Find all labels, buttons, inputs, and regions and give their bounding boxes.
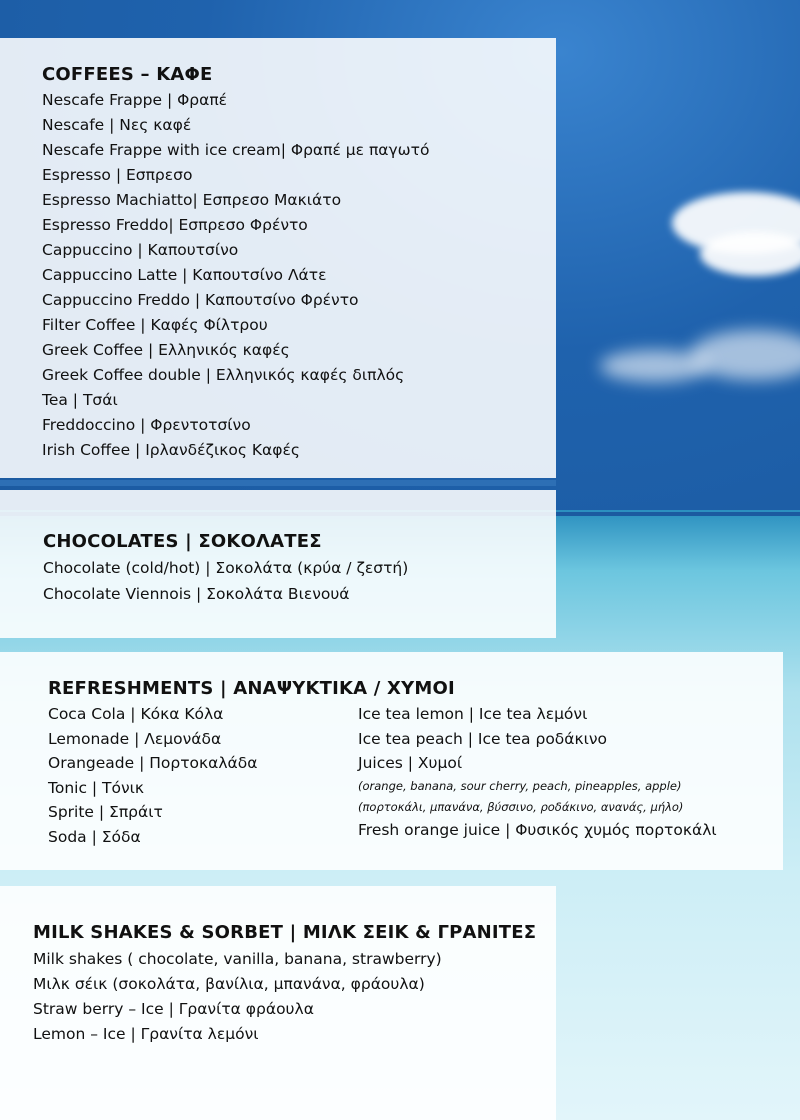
chocolates-list <box>43 555 408 607</box>
menu-item: Espresso | Εσπρεσο <box>42 166 193 184</box>
menu-item: Coca Cola | Κόκα Κόλα <box>48 705 224 723</box>
menu-item: Nescafe Frappe with ice cream| Φραπέ με παγωτό <box>42 141 430 159</box>
menu-item: Lemonade | Λεμονάδα <box>48 729 222 748</box>
menu-item: Greek Coffee double | Ελληνικός καφές διπλός <box>42 366 405 384</box>
menu-item: Irish Coffee | Ιρλανδέζικος Καφές <box>42 441 300 459</box>
menu-item: Tonic | Τόνικ <box>48 778 145 797</box>
section-divider <box>0 480 556 486</box>
menu-item: Cappuccino Latte | Καπουτσίνο Λάτε <box>42 266 327 284</box>
cloud <box>700 232 800 276</box>
menu-item: Milk shakes ( chocolate, vanilla, banana, strawberry) <box>33 950 442 968</box>
menu-item: Fresh orange juice | Φυσικός χυμός πορτοκάλι <box>358 820 717 839</box>
menu-item: Ice tea lemon | Ice tea λεμόνι <box>358 705 588 723</box>
menu-item: Juices | Χυμοί <box>358 754 463 772</box>
menu-item: Nescafe | Νες καφέ <box>42 116 192 134</box>
milkshakes-list <box>33 947 442 1047</box>
menu-item: Μιλκ σέικ (σοκολάτα, βανίλια, μπανάνα, φράουλα) <box>33 975 425 993</box>
refreshments-right-list <box>358 702 717 842</box>
menu-item: Cappuccino Freddo | Καπουτσίνο Φρέντο <box>42 291 359 309</box>
menu-item: Freddoccino | Φρεντοτσίνο <box>42 416 251 434</box>
menu-item: Chocolate Viennois | Σοκολάτα Βιενουά <box>43 585 350 603</box>
coffees-list <box>42 88 429 463</box>
coffees-heading: COFFEES – ΚΑΦΕ <box>42 64 213 85</box>
menu-item: Greek Coffee | Ελληνικός καφές <box>42 341 290 359</box>
refreshments-heading: REFRESHMENTS | ΑΝΑΨΥΚΤΙΚΑ / ΧΥΜΟΙ <box>48 678 455 699</box>
chocolates-heading: CHOCOLATES | ΣΟΚΟΛΑΤΕΣ <box>43 531 322 552</box>
juice-note-gr: (πορτοκάλι, μπανάνα, βύσσινο, ροδάκινο, ανανάς, μήλο) <box>358 799 684 814</box>
menu-item: Sprite | Σπράιτ <box>48 803 163 821</box>
menu-item: Straw berry – Ice | Γρανίτα φράουλα <box>33 1000 314 1018</box>
menu-item: Soda | Σόδα <box>48 827 141 846</box>
cloud <box>600 350 710 382</box>
menu-item: Ice tea peach | Ice tea ροδάκινο <box>358 729 608 748</box>
juice-note-en: (orange, banana, sour cherry, peach, pineapples, apple) <box>358 778 682 793</box>
menu-item: Lemon – Ice | Γρανίτα λεμόνι <box>33 1025 259 1043</box>
menu-item: Nescafe Frappe | Φραπέ <box>42 91 228 109</box>
menu-item: Chocolate (cold/hot) | Σοκολάτα (κρύα / ζεστή) <box>43 559 409 577</box>
menu-item: Orangeade | Πορτοκαλάδα <box>48 754 258 772</box>
refreshments-left-list <box>48 702 257 849</box>
menu-item: Espresso Freddo| Εσπρεσο Φρέντο <box>42 216 308 234</box>
menu-item: Filter Coffee | Καφές Φίλτρου <box>42 316 268 334</box>
milkshakes-heading: MILK SHAKES & SORBET | ΜΙΛΚ ΣΕΙΚ & ΓΡΑΝΙΤΕΣ <box>33 922 537 943</box>
menu-item: Cappuccino | Καπουτσίνο <box>42 241 239 259</box>
menu-item: Espresso Machiatto| Εσπρεσο Μακιάτο <box>42 191 342 209</box>
menu-item: Tea | Τσάι <box>42 391 118 409</box>
